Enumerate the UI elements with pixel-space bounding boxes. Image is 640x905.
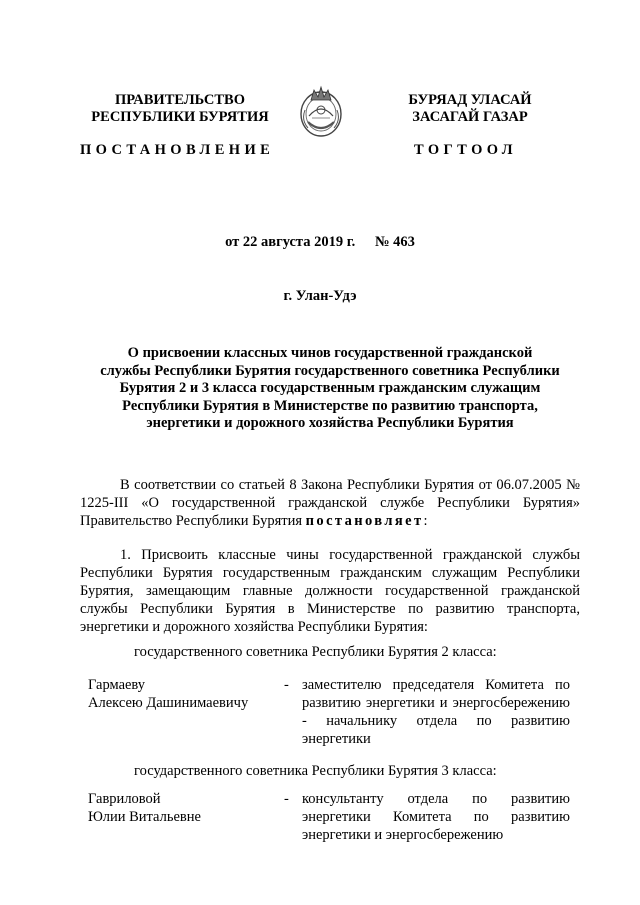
person-given-names: Юлии Витальевне [88, 809, 201, 825]
title-line: энергетики и дорожного хозяйства Республики Бурятия [146, 415, 514, 431]
resolves-word: постановляет [305, 513, 424, 529]
header-line: ПРАВИТЕЛЬСТВО [115, 92, 245, 108]
preamble-text: В соответствии со статьей 8 Закона Республики Бурятия от 06.07.2005 № 1225-III «О государственной гражданской службе Республики Бурятия» Правительство Республики Бурятия [80, 477, 580, 529]
person-given-names: Алексею Дашинимаевичу [88, 695, 249, 711]
decree-date-line [0, 234, 640, 251]
decree-type-ru: ПОСТАНОВЛЕНИЕ [80, 142, 275, 158]
decree-type-bua: ТОГТООЛ [414, 142, 517, 158]
preamble-end: : [423, 513, 428, 529]
decree-city: г. Улан-Удэ [283, 288, 357, 304]
decree-number: № 463 [374, 234, 415, 250]
preamble-paragraph [80, 476, 580, 530]
person-name [88, 790, 278, 826]
person-position: консультанту отдела по развитию энергетики Комитета по развитию энергетики и энергосбережению [302, 791, 570, 843]
header-line: БУРЯАД УЛАСАЙ [408, 92, 532, 108]
government-name-ru [80, 92, 280, 126]
person-surname: Гармаеву [88, 677, 146, 693]
person-name [88, 676, 278, 712]
rank-heading: государственного советника Республики Бурятия 3 класса: [134, 763, 497, 779]
entry-dash: - [284, 791, 289, 807]
coat-of-arms-emblem [296, 80, 346, 140]
title-line: Республики Бурятия в Министерстве по развитию транспорта, [122, 397, 538, 414]
header-line: ЗАСАГАЙ ГАЗАР [412, 109, 528, 125]
header-line: РЕСПУБЛИКИ БУРЯТИЯ [91, 109, 269, 125]
title-line: О присвоении классных чинов государственной гражданской [127, 345, 533, 361]
decree-title [80, 345, 580, 433]
rank-heading: государственного советника Республики Бурятия 2 класса: [134, 644, 497, 660]
item-1-paragraph: 1. Присвоить классные чины государственной гражданской службы Республики Бурятия государственным гражданским служащим Республики Бурятия, замещающим главные должности государственной гражданской службы Республики Бурятия в Министерстве по развитию транспорта, энергетики и дорожного хозяйства Республики Бурятия: [80, 547, 580, 635]
entry-dash: - [284, 677, 289, 693]
person-surname: Гавриловой [88, 791, 161, 807]
government-name-bua [385, 92, 555, 126]
person-position: заместителю председателя Комитета по развитию энергетики и энергосбережению - начальнику отдела по развитию энергетики [302, 677, 570, 747]
title-line: Бурятия 2 и 3 класса государственным гражданским служащим [119, 380, 541, 396]
decree-date: от 22 августа 2019 г. [225, 234, 356, 250]
title-line: службы Республики Бурятия государственного советника Республики [100, 362, 560, 379]
